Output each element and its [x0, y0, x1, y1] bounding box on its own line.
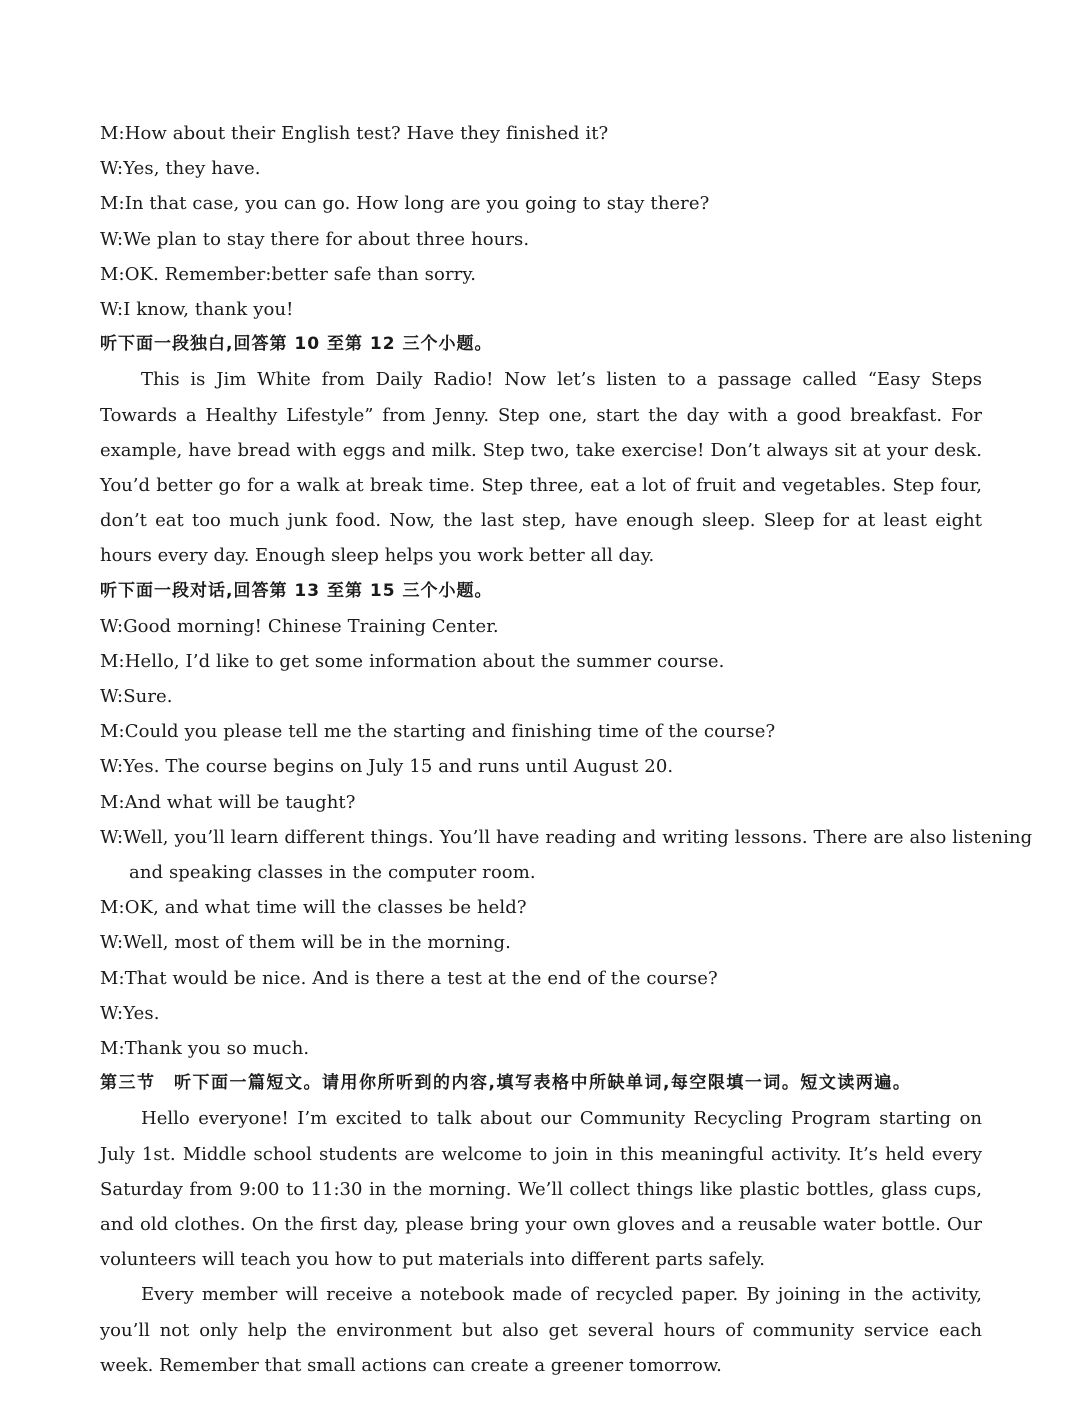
section3-heading: 第三节 听下面一篇短文。请用你所听到的内容,填写表格中所缺单词,每空限填一词。短文读两遍。: [100, 1073, 912, 1094]
monologue-heading: 听下面一段独白,回答第 10 至第 12 三个小题。: [100, 334, 493, 355]
dialogue-line: M:How about their English test? Have they finished it?: [100, 123, 609, 144]
dialogue-heading: 听下面一段对话,回答第 13 至第 15 三个小题。: [100, 580, 493, 601]
dialogue-line: M:And what will be taught?: [100, 791, 356, 813]
dialogue-line: W:We plan to stay there for about three hours.: [100, 228, 530, 250]
dialogue-line: W:Good morning! Chinese Training Center.: [100, 615, 499, 637]
transcript-page: [100, 116, 1033, 1383]
dialogue-line: M:In that case, you can go. How long are you going to stay there?: [100, 193, 710, 215]
dialogue-line: W:Well, you’ll learn different things. You’ll have reading and writing lessons. There are also listening: [100, 826, 1033, 848]
dialogue-line: M:Thank you so much.: [100, 1037, 310, 1059]
dialogue-line: W:Yes.: [100, 1002, 160, 1024]
dialogue-line: M:Hello, I’d like to get some information about the summer course.: [100, 650, 725, 672]
dialogue-line: W:Sure.: [100, 686, 173, 708]
dialogue-line: M:OK, and what time will the classes be held?: [100, 897, 527, 919]
dialogue-line: W:Yes. The course begins on July 15 and runs until August 20.: [100, 756, 674, 778]
dialogue-line: M:OK. Remember:better safe than sorry.: [100, 263, 477, 285]
dialogue-line: W:Yes, they have.: [100, 158, 261, 180]
dialogue-line: W:I know, thank you!: [100, 298, 294, 320]
passage-paragraph-1: Hello everyone! I’m excited to talk about our Community Recycling Program starting on July 1st. Middle school students are welcome to join in this meaningful activity. It’s held every Saturday from 9:00 to 11:30 in the morning. We’ll collect things like plastic bottles, glass cups, and old clothes. On the first day, please bring your own gloves and a reusable water bottle. Our volunteers will teach you how to put materials into different parts safely.: [100, 1108, 982, 1271]
dialogue-line: W:Well, most of them will be in the morning.: [100, 932, 511, 954]
passage-paragraph-2: Every member will receive a notebook made of recycled paper. By joining in the activity, you’ll not only help the environment but also get several hours of community service each week. Remember that small actions can create a greener tomorrow.: [100, 1284, 982, 1376]
dialogue-line: M:That would be nice. And is there a test at the end of the course?: [100, 967, 718, 989]
monologue-paragraph: This is Jim White from Daily Radio! Now let’s listen to a passage called “Easy Steps Towards a Healthy Lifestyle” from Jenny. Step one, start the day with a good breakfast. For example, have bread with eggs and milk. Step two, take exercise! Don’t always sit at your desk. You’d better go for a walk at break time. Step three, eat a lot of fruit and vegetables. Step four, don’t eat too much junk food. Now, the last step, have enough sleep. Sleep for at least eight hours every day. Enough sleep helps you work better all day.: [100, 369, 982, 567]
dialogue-line-continuation: and speaking classes in the computer room.: [129, 862, 536, 884]
dialogue-line: M:Could you please tell me the starting and finishing time of the course?: [100, 721, 776, 743]
